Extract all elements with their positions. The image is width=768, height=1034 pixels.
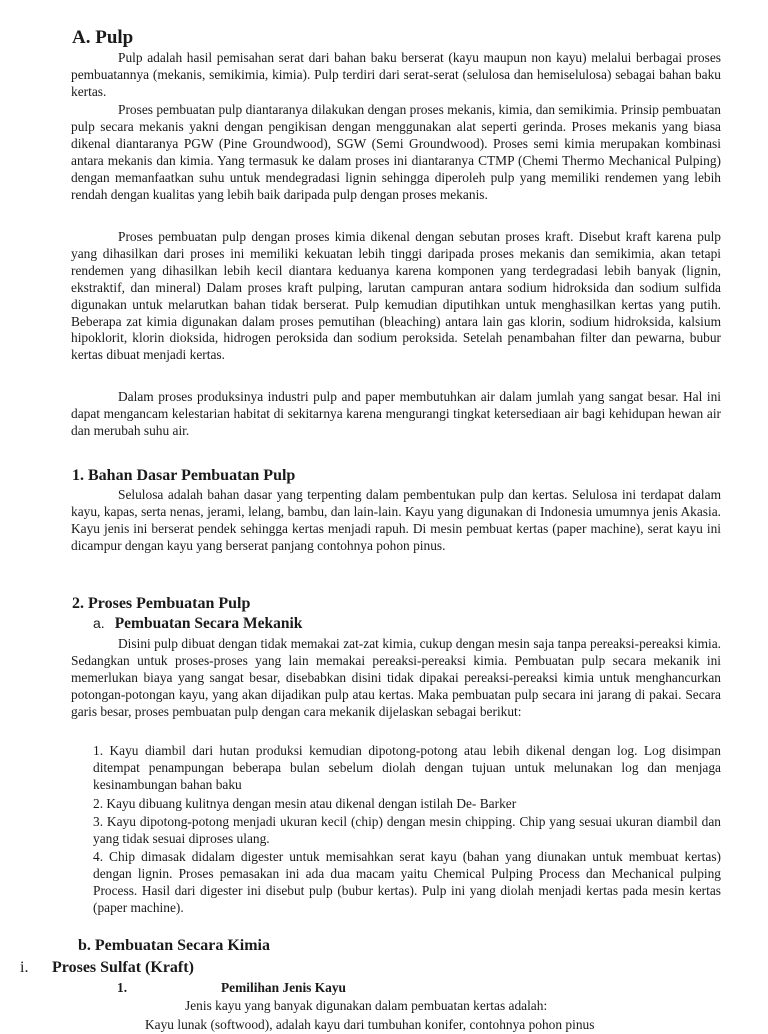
subsection-a-title: Pembuatan Secara Mekanik (114, 615, 303, 632)
section-1-title: 1. Bahan Dasar Pembuatan Pulp (72, 467, 296, 484)
item-1-marker: 1. (117, 980, 128, 995)
section-a-paragraph-3: Proses pembuatan pulp dengan proses kimia dikenal dengan sebutan proses kraft. Disebut kraft karena pulp yang dihasilkan dari proses ini memiliki kekuatan lebih tinggi daripada proses mekanis dan semikimia, akan tetapi rendemen yang dihasilkan lebih kecil diantara keduanya karena komponen yang terdegradasi lebih banyak (lignin, ekstraktif, dan mineral) Dalam proses kraft pulping, larutan campuran antara sodium hidroksida dan sodium sulfida digunakan untuk melarutkan bahan tidak berserat. Pulp kemudian diputihkan untuk menghasilkan kertas yang putih. Beberapa zat kimia digunakan dalam proses pemutihan (bleaching) antara lain gas klorin, sodium hidroksida, kalsium hipoklorit, klorin dioksida, hidrogen peroksida dan sodium peroksida. Setelah penambahan filter dan pewarna, bubur kertas dibuat menjadi kertas. (71, 229, 721, 363)
mechanical-step-3: 3. Kayu dipotong-potong menjadi ukuran kecil (chip) dengan mesin chipping. Chip yang sesuai ukuran diambil dan yang tidak sesuai diproses ulang. (93, 814, 721, 846)
item-1-heading (117, 980, 346, 996)
item-1-title: Pemilihan Jenis Kayu (221, 980, 346, 995)
mechanical-step-1: 1. Kayu diambil dari hutan produksi kemudian dipotong-potong atau lebih dikenal dengan log. Log disimpan ditempat penampungan beberapa bulan sebelum diolah dengan tujuan untuk melunakan log dan menjaga kesinambungan bahan baku (93, 743, 721, 792)
item-1-paragraph: Jenis kayu yang banyak digunakan dalam pembuatan kertas adalah: (185, 998, 548, 1013)
subsection-a-heading (93, 615, 302, 633)
section-a-paragraph-4: Dalam proses produksinya industri pulp and paper membutuhkan air dalam jumlah yang sangat besar. Hal ini dapat mengancam kelestarian habitat di sekitarnya karena mengurangi tingkat ketersediaan air bagi kehidupan hewan air dan merubah suhu air. (71, 389, 721, 438)
subsection-a-marker: a. (93, 615, 105, 631)
subsection-i-title: Proses Sulfat (Kraft) (52, 959, 194, 976)
subsection-i-heading (20, 959, 194, 977)
section-a-paragraph-2: Proses pembuatan pulp diantaranya dilakukan dengan proses mekanis, kimia, dan semikimia. Prinsip pembuatan pulp secara mekanis yakni dengan pengikisan dengan menggunakan alat seperti gerinda. Proses mekanis yang biasa dikenal diantaranya PGW (Pine Groundwood), SGW (Semi Groundwood). Proses semi kimia merupakan kombinasi antara mekanis dan kimia. Yang termasuk ke dalam proses ini diantaranya CTMP (Chemi Thermo Mechanical Pulping) dengan memanfaatkan suhu untuk mendegradasi lignin sehingga diperoleh pulp yang memiliki rendemen yang lebih rendah dengan kualitas yang lebih baik daripada pulp dengan proses mekanis. (71, 102, 721, 202)
section-a-paragraph-1: Pulp adalah hasil pemisahan serat dari bahan baku berserat (kayu maupun non kayu) melalui berbagai proses pembuatannya (mekanis, semikimia, kimia). Pulp terdiri dari serat-serat (selulosa dan hemiselulosa) sebagai bahan baku kertas. (71, 50, 721, 99)
mechanical-step-2: 2. Kayu dibuang kulitnya dengan mesin atau dikenal dengan istilah De- Barker (93, 796, 517, 811)
subsection-a-paragraph: Disini pulp dibuat dengan tidak memakai zat-zat kimia, cukup dengan mesin saja tanpa pereaksi-pereaksi kimia. Sedangkan untuk proses-proses yang lain memakai pereaksi-pereaksi kimia. Pembuatan pulp secara mekanik ini memerlukan biaya yang sangat besar, disebabkan disini tidak dipakai pereaksi-pereaksi kimia untuk menghancurkan potongan-potongan kayu, yang akan dijadikan pulp atau kertas. Maka pembuatan pulp secara ini jarang di pakai. Secara garis besar, proses pembuatan pulp dengan cara mekanik dijelaskan sebagai berikut: (71, 636, 721, 719)
subsection-b-title: b. Pembuatan Secara Kimia (78, 937, 270, 954)
item-1-clipped-line: Kayu lunak (softwood), adalah kayu dari tumbuhan konifer, contohnya pohon pinus (145, 1017, 595, 1032)
section-2-title: 2. Proses Pembuatan Pulp (72, 595, 251, 612)
mechanical-step-4: 4. Chip dimasak didalam digester untuk memisahkan serat kayu (bahan yang diunakan untuk membuat kertas) dengan lignin. Proses pemasakan ini ada dua macam yaitu Chemical Pulping Process dan Mechanical pulping Process. Hasil dari digester ini disebut pulp (bubur kertas). Pulp ini yang diolah menjadi kertas pada mesin kertas (paper machine). (93, 849, 721, 915)
subsection-i-marker: i. (20, 959, 29, 976)
section-a-title: A. Pulp (72, 27, 134, 48)
section-1-paragraph: Selulosa adalah bahan dasar yang terpenting dalam pembentukan pulp dan kertas. Selulosa ini terdapat dalam kayu, kapas, serta nenas, jerami, lelang, bambu, dan lain-lain. Kayu yang digunakan di Indonesia umumnya jenis Akasia. Kayu jenis ini berserat pendek sehingga kertas menjadi rapuh. Di mesin pembuat kertas (paper machine), serat kayu ini dicampur dengan kayu yang berserat panjang contohnya pohon pinus. (71, 487, 721, 553)
